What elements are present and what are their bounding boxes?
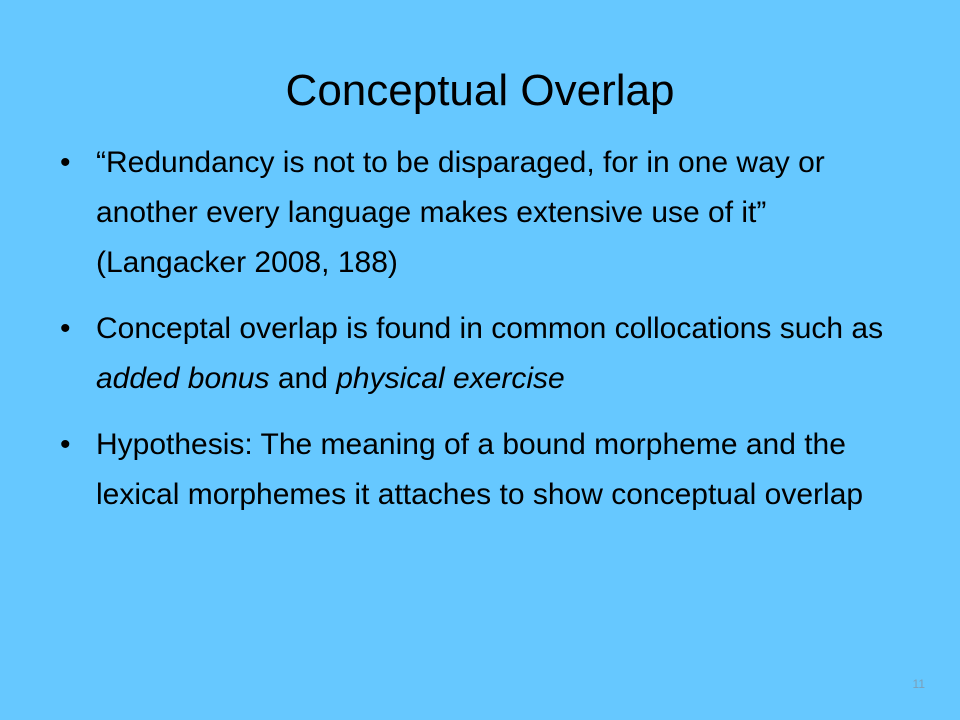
bullet-text bbox=[96, 428, 863, 511]
slide-page-number: 11 bbox=[912, 677, 925, 691]
bullet-text bbox=[96, 146, 825, 279]
bullet-marker: • bbox=[60, 146, 71, 179]
example-collocation-physical-exercise: physical exercise bbox=[336, 362, 565, 395]
bullet-marker: • bbox=[60, 428, 71, 461]
bullet-text-segment: Conceptal overlap is found in common collocations such as bbox=[96, 312, 884, 345]
bullet-marker: • bbox=[60, 312, 71, 345]
bullet-item-hypothesis bbox=[60, 420, 920, 520]
bullet-item-redundancy-quote bbox=[60, 138, 920, 288]
bullet-list bbox=[60, 138, 920, 536]
bullet-text-segment: “Redundancy is not to be disparaged, for in one way or another every language makes extensive use of it” (Langacker 2008, 188) bbox=[96, 146, 825, 279]
bullet-text bbox=[96, 312, 883, 395]
example-collocation-added-bonus: added bonus bbox=[96, 362, 270, 395]
slide-title: Conceptual Overlap bbox=[285, 66, 675, 115]
bullet-item-conceptual-overlap bbox=[60, 304, 920, 404]
bullet-text-segment: and bbox=[269, 362, 337, 395]
bullet-text-segment: Hypothesis: The meaning of a bound morpheme and the lexical morphemes it attaches to show conceptual overlap bbox=[96, 428, 864, 511]
